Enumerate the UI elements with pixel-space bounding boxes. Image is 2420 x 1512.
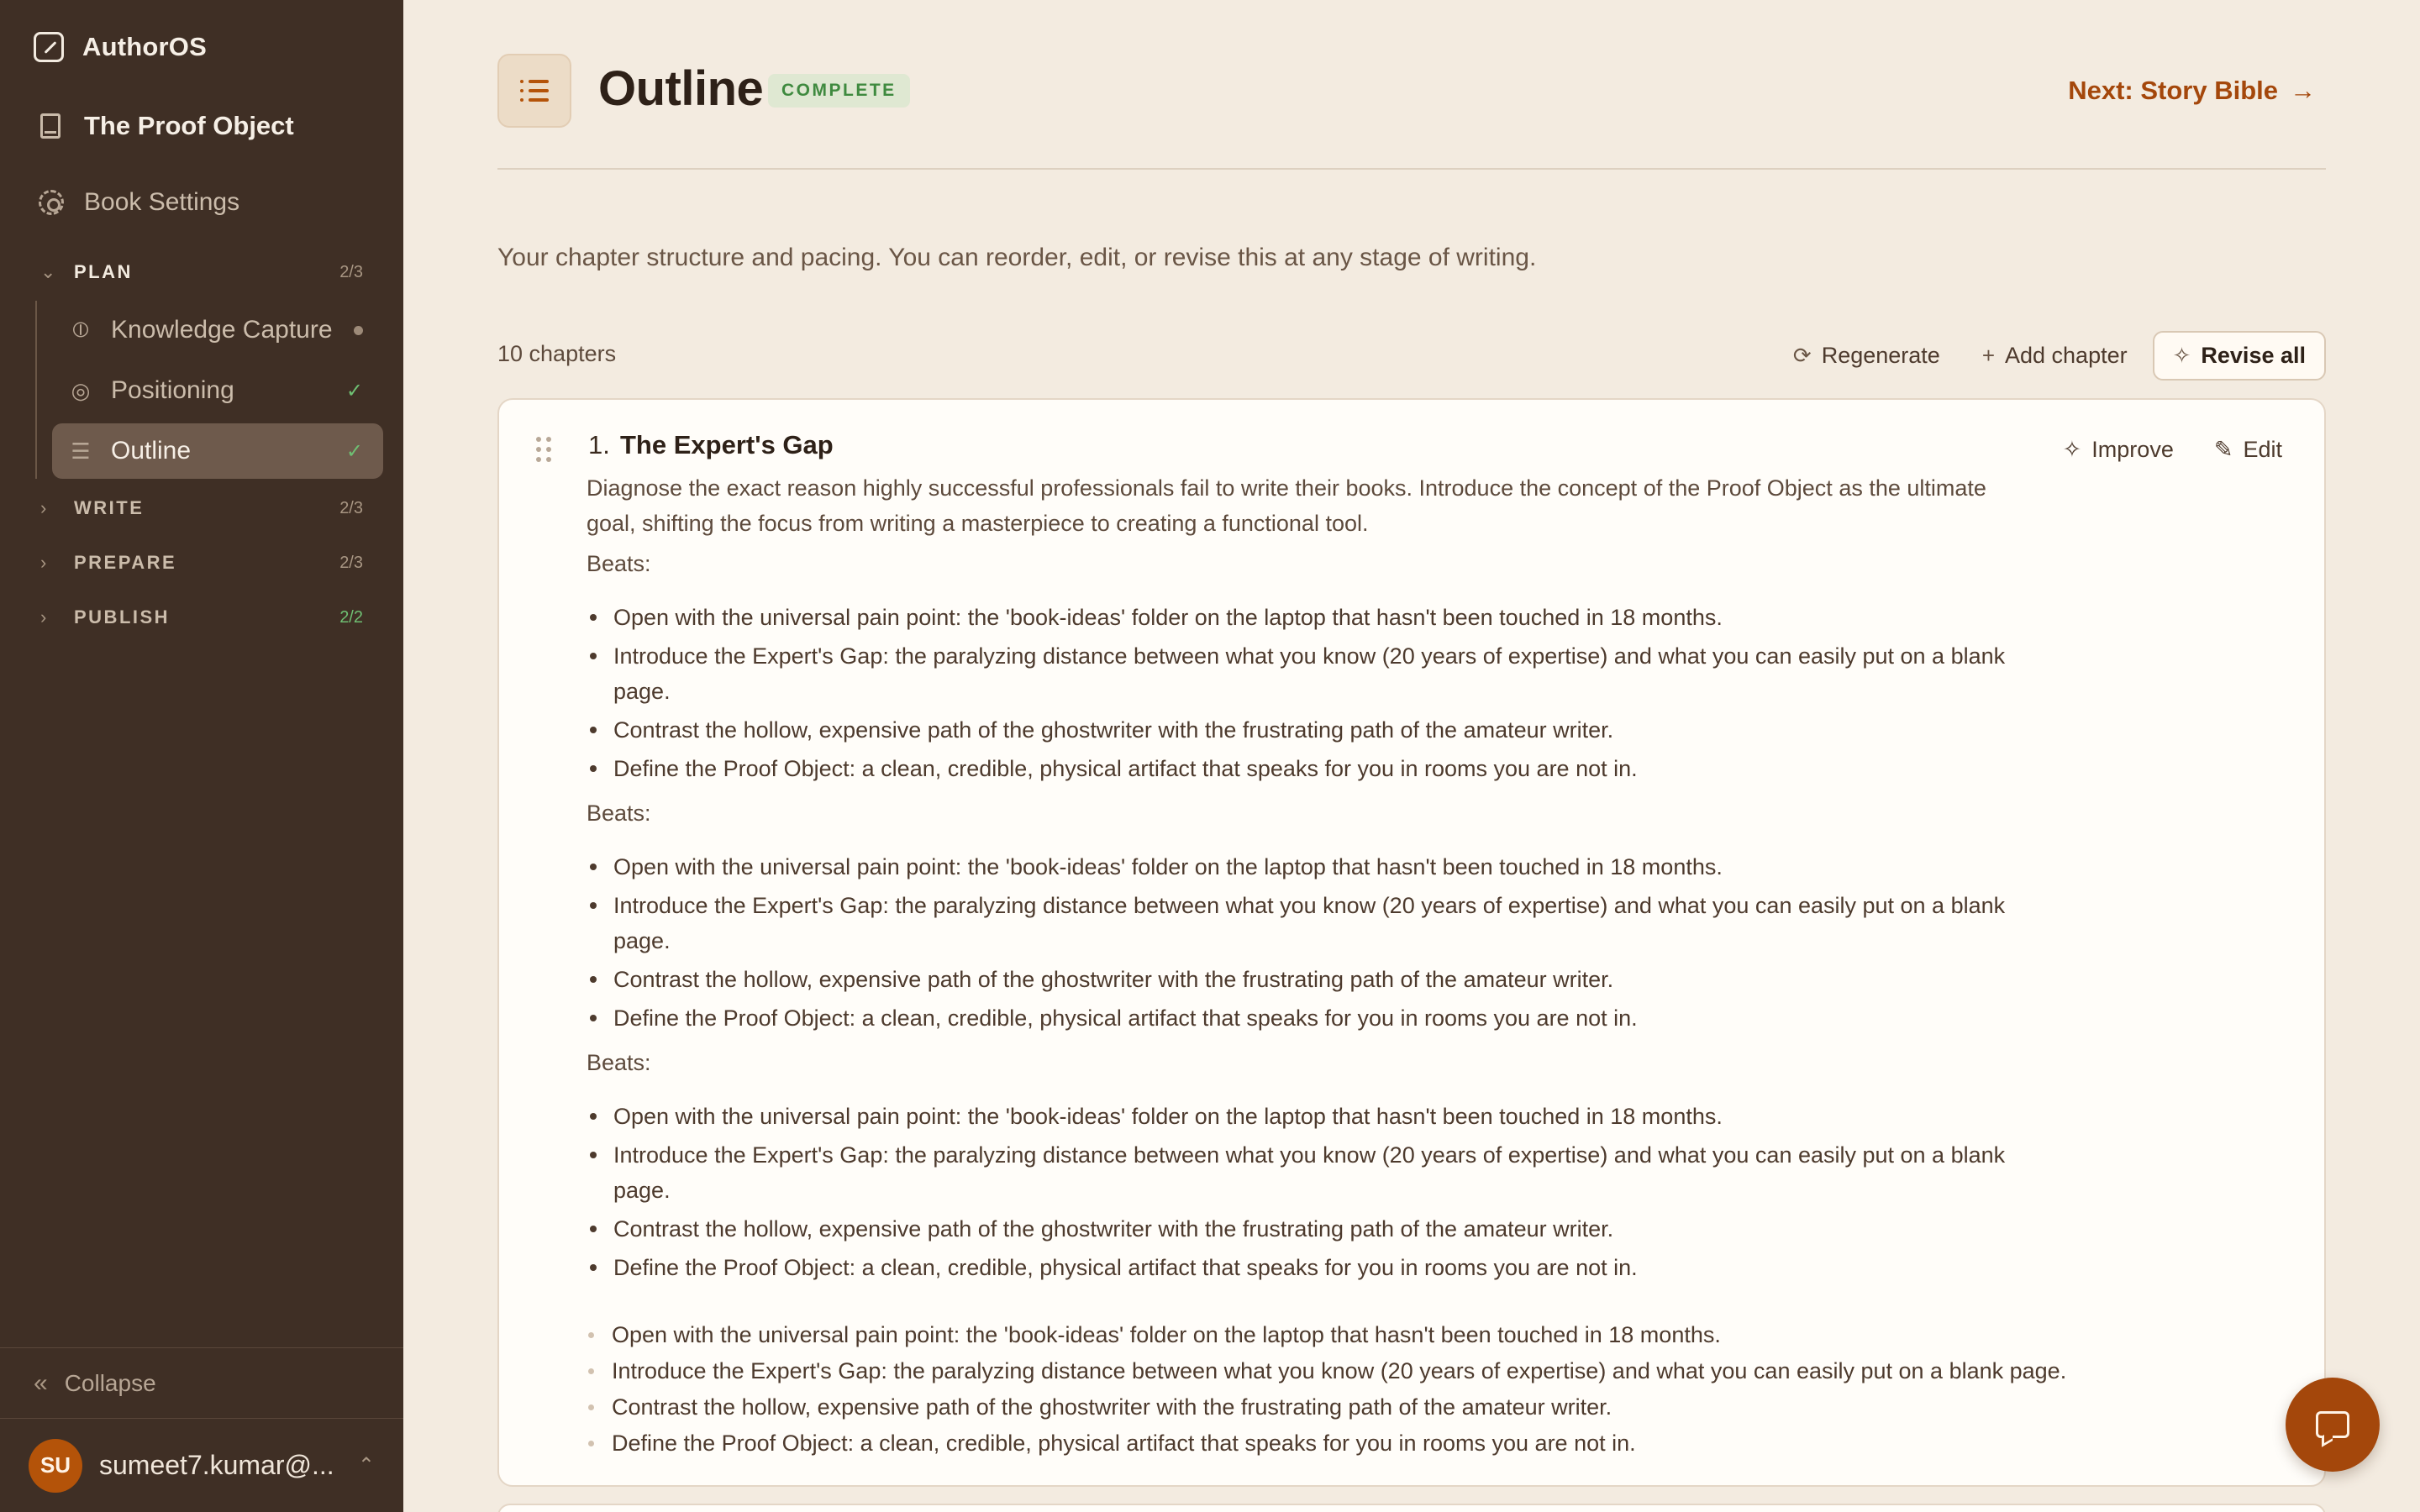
section-publish-count: 2/2 (339, 607, 363, 627)
refresh-icon: ⟳ (1792, 343, 1812, 368)
next-step-label: Next: Story Bible (2068, 76, 2278, 105)
plus-icon: + (1981, 343, 1995, 368)
list-item: Open with the universal pain point: the 'book-ideas' folder on the laptop that hasn't been touched in 18 months. (587, 1099, 2032, 1134)
beats-label: Beats: (587, 551, 651, 576)
chevron-down-icon: ⌄ (40, 261, 56, 282)
page-description: Your chapter structure and pacing. You can reorder, edit, or revise this at any stage of writing. (497, 244, 1537, 271)
divider (497, 168, 2326, 170)
book-title: The Proof Object (84, 111, 294, 140)
beats-label: Beats: (587, 801, 651, 826)
page-icon (497, 54, 571, 128)
list-item: Open with the universal pain point: the 'book-ideas' folder on the laptop that hasn't been touched in 18 months. (587, 849, 2032, 885)
check-icon: ✓ (345, 439, 363, 463)
beats-list-raw (587, 1317, 2183, 1462)
list-item: Contrast the hollow, expensive path of the ghostwriter with the frustrating path of the amateur writer. (587, 1389, 2183, 1425)
revise-all-label: Revise all (2201, 343, 2306, 368)
sidebar-item-label: Knowledge Capture (111, 316, 333, 344)
beats-block (587, 551, 2032, 790)
plan-tree-line (35, 301, 37, 479)
section-prepare-label: PREPARE (74, 552, 177, 573)
chevron-right-icon: › (40, 497, 47, 518)
section-write-count: 2/3 (339, 498, 363, 517)
beats-list (587, 600, 2032, 786)
revise-all-button[interactable] (2153, 331, 2326, 381)
improve-label: Improve (2091, 437, 2174, 462)
section-publish-label: PUBLISH (74, 606, 171, 627)
drag-handle-icon[interactable] (536, 437, 553, 462)
check-icon: ✓ (345, 379, 363, 402)
add-chapter-label: Add chapter (2005, 343, 2128, 368)
beats-list (587, 849, 2032, 1036)
chapter-number: 1. (588, 430, 610, 459)
in-progress-dot (354, 326, 363, 335)
regenerate-button[interactable] (1793, 343, 1940, 369)
chapter-card (497, 398, 2326, 1487)
main-content (403, 0, 2420, 1512)
chevron-right-icon: › (40, 552, 47, 573)
regenerate-label: Regenerate (1821, 343, 1940, 368)
list-item: Introduce the Expert's Gap: the paralyzing distance between what you know (20 years of expertise) and what you can easily put on a blank page. (587, 888, 2032, 958)
next-chapter-card (497, 1504, 2326, 1512)
chapter-actions (2063, 437, 2282, 463)
beats-list (587, 1099, 2032, 1285)
status-badge: COMPLETE (768, 74, 910, 108)
gear-icon (39, 190, 64, 215)
brand[interactable] (34, 30, 207, 64)
user-menu[interactable] (0, 1418, 403, 1512)
chapter-title: The Expert's Gap (620, 430, 834, 459)
chat-button[interactable] (2286, 1378, 2380, 1472)
section-write-label: WRITE (74, 497, 145, 518)
chapter-summary: Diagnose the exact reason highly successful professionals fail to write their books. Introduce the concept of the Proof Object as the ultimate goal, shifting the focus from writing a masterpiece to creating a functional tool. (587, 475, 1986, 536)
user-email: sumeet7.kumar@... (99, 1450, 334, 1480)
chevrons-left-icon: « (34, 1368, 48, 1397)
section-publish[interactable] (40, 601, 363, 634)
list-icon: ☰ (71, 438, 91, 464)
list-item: Define the Proof Object: a clean, credible, physical artifact that speaks for you in rooms you are not in. (587, 1000, 2032, 1036)
sidebar-item-label: Positioning (111, 376, 234, 404)
book-settings-link[interactable] (39, 188, 239, 217)
section-prepare[interactable] (40, 546, 363, 580)
chapter-count: 10 chapters (497, 341, 617, 366)
list-item: Define the Proof Object: a clean, credible, physical artifact that speaks for you in rooms you are not in. (587, 1250, 2032, 1285)
collapse-button[interactable] (0, 1347, 403, 1418)
book-title-row[interactable] (40, 111, 294, 141)
edit-button[interactable] (2214, 437, 2282, 463)
section-plan[interactable] (40, 255, 363, 289)
next-step-link[interactable] (2068, 76, 2316, 106)
sidebar (0, 0, 403, 1512)
list-item: Open with the universal pain point: the 'book-ideas' folder on the laptop that hasn't been touched in 18 months. (587, 600, 2032, 635)
list-item: Introduce the Expert's Gap: the paralyzing distance between what you know (20 years of expertise) and what you can easily put on a blank page. (587, 1353, 2183, 1389)
avatar: SU (29, 1439, 82, 1493)
beats-block (587, 801, 2032, 1039)
list-item: Contrast the hollow, expensive path of the ghostwriter with the frustrating path of the amateur writer. (587, 962, 2032, 997)
outline-toolbar (1793, 331, 2326, 381)
beats-label: Beats: (587, 1050, 651, 1075)
list-item: Define the Proof Object: a clean, credible, physical artifact that speaks for you in rooms you are not in. (587, 1425, 2183, 1462)
target-icon: ◎ (71, 377, 91, 403)
sidebar-item-label: Outline (111, 437, 192, 465)
add-chapter-button[interactable] (1982, 343, 2128, 369)
page-title: Outline (598, 61, 764, 116)
section-write[interactable] (40, 491, 363, 525)
beats-block (587, 1050, 2032, 1289)
sidebar-item-positioning[interactable] (52, 363, 383, 418)
section-plan-count: 2/3 (339, 262, 363, 281)
section-prepare-count: 2/3 (339, 553, 363, 572)
sparkle-icon: ✧ (2172, 343, 2191, 368)
list-icon (520, 80, 549, 102)
sidebar-item-outline[interactable] (52, 423, 383, 479)
arrow-right-icon: → (2290, 76, 2316, 105)
section-plan-label: PLAN (74, 261, 133, 282)
edit-icon: ✎ (2213, 437, 2233, 462)
brand-name: AuthorOS (82, 32, 207, 61)
brain-icon: ⦶ (72, 317, 89, 342)
sidebar-item-knowledge-capture[interactable] (52, 302, 383, 358)
list-item: Open with the universal pain point: the 'book-ideas' folder on the laptop that hasn't been touched in 18 months. (587, 1317, 2183, 1353)
list-item: Introduce the Expert's Gap: the paralyzing distance between what you know (20 years of expertise) and what you can easily put on a blank page. (587, 1137, 2032, 1208)
list-item: Introduce the Expert's Gap: the paralyzing distance between what you know (20 years of expertise) and what you can easily put on a blank page. (587, 638, 2032, 709)
chat-icon (2316, 1411, 2349, 1438)
improve-button[interactable] (2063, 437, 2174, 463)
collapse-label: Collapse (64, 1369, 156, 1396)
list-item: Define the Proof Object: a clean, credible, physical artifact that speaks for you in rooms you are not in. (587, 751, 2032, 786)
list-item: Contrast the hollow, expensive path of the ghostwriter with the frustrating path of the amateur writer. (587, 712, 2032, 748)
edit-square-icon (34, 32, 64, 62)
sparkle-icon: ✧ (2062, 437, 2082, 462)
list-item: Contrast the hollow, expensive path of the ghostwriter with the frustrating path of the amateur writer. (587, 1211, 2032, 1247)
book-icon (40, 113, 60, 139)
chevron-right-icon: › (40, 606, 47, 627)
chevron-up-icon: ⌃ (357, 1454, 375, 1477)
edit-label: Edit (2243, 437, 2282, 462)
book-settings-label: Book Settings (84, 188, 240, 216)
